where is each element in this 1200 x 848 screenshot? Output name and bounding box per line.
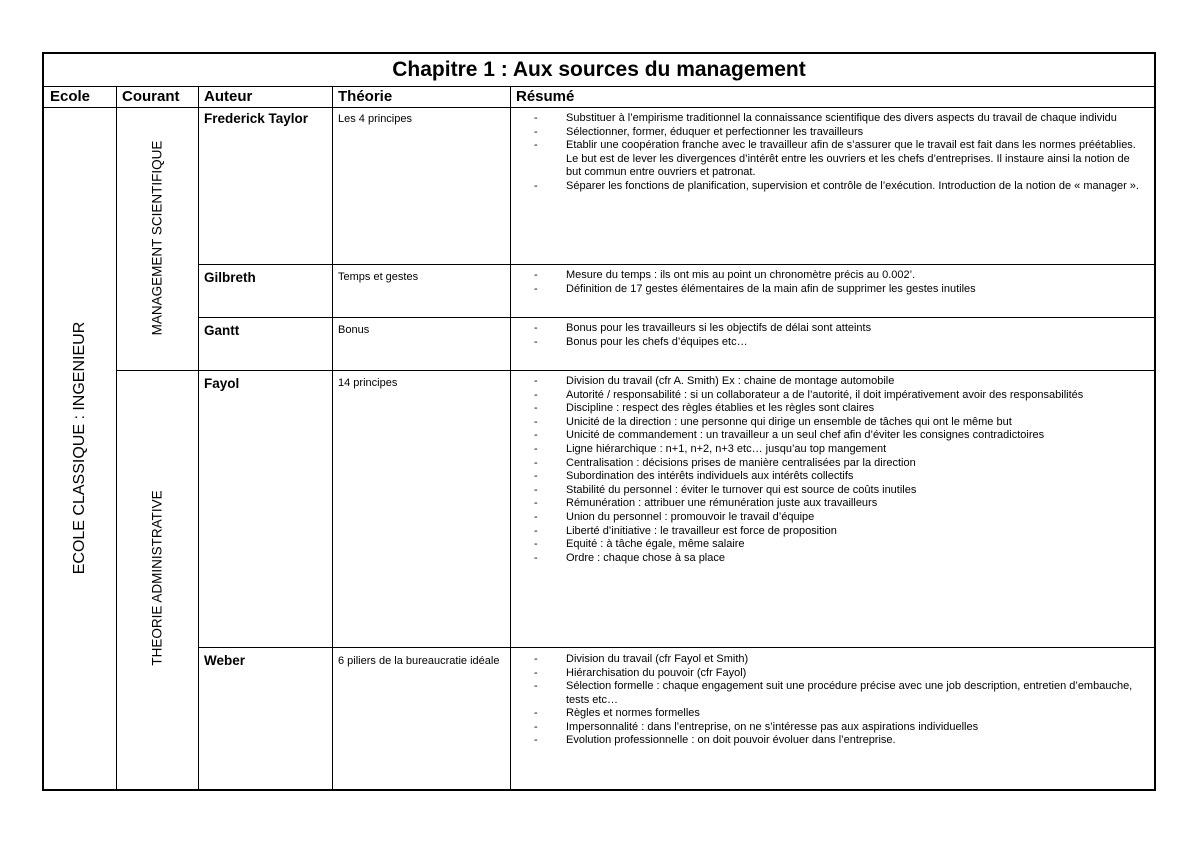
list-item: - Ligne hiérarchique : n+1, n+2, n+3 etc… jusqu’au top mangement — [534, 443, 1144, 457]
courant-management-scientifique: MANAGEMENT SCIENTIFIQUE — [149, 140, 165, 336]
list-item: - Bonus pour les chefs d’équipes etc… — [534, 336, 1144, 350]
theory-gantt: Bonus — [338, 324, 370, 336]
resume-gilbreth — [534, 269, 1144, 296]
list-item: - Impersonnalité : dans l’entreprise, on ne s’intéresse pas aux aspirations individuelles — [534, 721, 1144, 735]
author-weber: Weber — [204, 653, 246, 668]
theory-weber: 6 piliers de la bureaucratie idéale — [338, 655, 500, 667]
list-item: - Etablir une coopération franche avec le travailleur afin de s’assurer que le travail est fait dans les normes préétablies. Le but est de lever les divergences d’intérêt entre les ouvriers et les chefs d’entreprises. Il instaure ainsi la notion de but commun entre ouvriers et patronat. — [534, 139, 1144, 180]
list-item: - Séparer les fonctions de planification, supervision et contrôle de l’exécution. Introduction de la notion de « manager ». — [534, 180, 1144, 194]
header-theorie: Théorie — [338, 88, 393, 105]
list-item: - Unicité de commandement : un travailleur a un seul chef afin d’éviter les consignes contradictoires — [534, 429, 1144, 443]
list-item: - Mesure du temps : ils ont mis au point un chronomètre précis au 0.002’. — [534, 269, 1144, 283]
resume-taylor — [534, 112, 1144, 193]
ecole-label: ECOLE CLASSIQUE : INGENIEUR — [71, 321, 88, 575]
list-item: - Sélection formelle : chaque engagement suit une procédure précise avec une job description, entretien d’embauche, tests etc… — [534, 680, 1144, 707]
list-item: - Sélectionner, former, éduquer et perfectionner les travailleurs — [534, 126, 1144, 140]
row-divider — [198, 264, 1154, 265]
list-item: - Division du travail (cfr Fayol et Smith) — [534, 653, 1144, 667]
courant-theorie-administrative: THEORIE ADMINISTRATIVE — [149, 490, 165, 666]
header-resume: Résumé — [516, 88, 575, 105]
list-item: - Règles et normes formelles — [534, 707, 1144, 721]
author-gantt: Gantt — [204, 323, 240, 338]
list-item: - Centralisation : décisions prises de manière centralisées par la direction — [534, 457, 1144, 471]
row-divider — [198, 317, 1154, 318]
divider-ecole — [116, 87, 117, 789]
list-item: - Hiérarchisation du pouvoir (cfr Fayol) — [534, 667, 1144, 681]
list-item: - Unicité de la direction : une personne qui dirige un ensemble de tâches qui ont le même but — [534, 416, 1144, 430]
theory-fayol: 14 principes — [338, 377, 398, 389]
list-item: - Equité : à tâche égale, même salaire — [534, 538, 1144, 552]
list-item: - Ordre : chaque chose à sa place — [534, 552, 1144, 566]
list-item: - Subordination des intérêts individuels aux intérêts collectifs — [534, 470, 1144, 484]
list-item: - Définition de 17 gestes élémentaires de la main afin de supprimer les gestes inutiles — [534, 283, 1144, 297]
header-ecole: Ecole — [50, 88, 91, 105]
row-divider — [198, 647, 1154, 648]
divider-auteur — [332, 87, 333, 789]
list-item: - Rémunération : attribuer une rémunération juste aux travailleurs — [534, 497, 1144, 511]
resume-weber — [534, 653, 1144, 748]
list-item: - Autorité / responsabilité : si un collaborateur a de l’autorité, il doit impérativement avoir des responsabilités — [534, 389, 1144, 403]
divider-theorie — [510, 87, 511, 789]
list-item: - Evolution professionnelle : on doit pouvoir évoluer dans l’entreprise. — [534, 734, 1144, 748]
table-title: Chapitre 1 : Aux sources du management — [44, 54, 1154, 87]
list-item: - Division du travail (cfr A. Smith) Ex : chaine de montage automobile — [534, 375, 1144, 389]
resume-fayol — [534, 375, 1144, 565]
author-fayol: Fayol — [204, 376, 240, 391]
author-gilbreth: Gilbreth — [204, 270, 256, 285]
header-divider — [44, 107, 1154, 108]
list-item: - Stabilité du personnel : éviter le turnover qui est source de coûts inutiles — [534, 484, 1144, 498]
list-item: - Substituer à l’empirisme traditionnel la connaissance scientifique des divers aspects du travail de chaque individu — [534, 112, 1144, 126]
resume-gantt — [534, 322, 1144, 349]
divider-courant — [198, 87, 199, 789]
list-item: - Bonus pour les travailleurs si les objectifs de délai sont atteints — [534, 322, 1144, 336]
list-item: - Discipline : respect des règles établies et les règles sont claires — [534, 402, 1144, 416]
header-courant: Courant — [122, 88, 180, 105]
list-item: - Liberté d’initiative : le travailleur est force de proposition — [534, 525, 1144, 539]
group-divider — [116, 370, 1154, 371]
list-item: - Union du personnel : promouvoir le travail d’équipe — [534, 511, 1144, 525]
header-auteur: Auteur — [204, 88, 253, 105]
management-table — [42, 52, 1156, 791]
theory-taylor: Les 4 principes — [338, 113, 412, 125]
author-taylor: Frederick Taylor — [204, 111, 309, 126]
theory-gilbreth: Temps et gestes — [338, 271, 419, 283]
